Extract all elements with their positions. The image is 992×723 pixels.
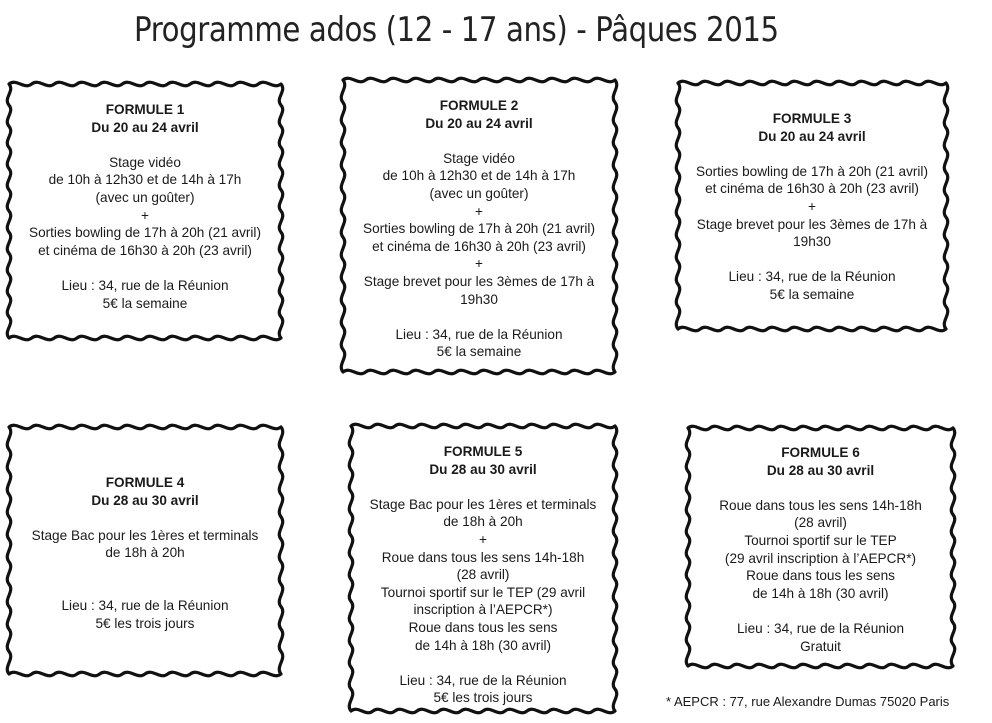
card-text-line: Stage brevet pour les 3èmes de 17h à [363,273,595,289]
card-text-line: + [475,256,483,272]
card-text-line [9,136,281,154]
card-text-line [351,478,615,496]
card-text-line [9,259,281,277]
card-text-line: 5€ la semaine [436,344,522,360]
card-text-line: 19h30 [793,234,831,250]
card-heading-line: Du 28 au 30 avril [766,462,875,478]
card-text-line: de 14h à 18h (30 avril) [414,637,552,653]
page-title: Programme ados (12 - 17 ans) - Pâques 2015 [134,10,779,50]
formule-card-4 [9,427,281,674]
card-text-line: Sorties bowling de 17h à 20h (21 avril) [363,221,595,237]
card-content [688,444,953,655]
card-text-line: et cinéma de 16h30 à 20h (23 avril) [372,238,586,254]
card-text-line: Roue dans tous les sens [746,568,895,584]
card-text-line: et cinéma de 16h30 à 20h (23 avril) [38,242,252,258]
card-text-line: Lieu : 34, rue de la Réunion [399,672,567,688]
formule-card-3 [678,83,946,329]
card-text-line: Roue dans tous les sens 14h-18h [381,549,585,565]
card-text-line: + [141,207,149,223]
formule-card-2 [343,80,615,372]
card-text-line: (28 avril) [794,515,847,531]
formule-card-6 [688,428,953,666]
card-text-line: Lieu : 34, rue de la Réunion [395,326,563,342]
card-heading-line: Du 28 au 30 avril [91,492,199,508]
card-heading-line: FORMULE 4 [105,475,185,490]
card-text-line: Stage brevet pour les 3èmes de 17h à [696,216,928,232]
card-content [351,443,615,707]
card-text-line: Lieu : 34, rue de la Réunion [61,598,229,614]
card-text-line: de 10h à 12h30 et de 14h à 17h [382,168,576,184]
card-text-line [9,580,281,598]
card-text-line: Roue dans tous les sens 14h-18h [719,497,922,513]
card-content [9,474,281,632]
card-content [343,97,615,361]
card-text-line: 5€ les trois jours [433,690,533,706]
card-content [9,101,281,312]
card-text-line [688,602,953,620]
card-text-line: Lieu : 34, rue de la Réunion [728,269,896,285]
card-text-line [688,479,953,497]
card-text-line: + [479,531,487,547]
card-text-line: 5€ la semaine [769,286,855,302]
card-text-line: Sorties bowling de 17h à 20h (21 avril) [696,163,928,179]
card-text-line: Tournoi sportif sur le TEP [744,532,897,548]
card-text-line: (28 avril) [456,567,510,583]
card-text-line: Stage Bac pour les 1ères et terminals [31,527,259,543]
card-text-line: Roue dans tous les sens [408,619,558,635]
card-text-line [9,509,281,527]
card-heading-line: FORMULE 5 [443,444,523,459]
card-heading-line: FORMULE 6 [781,445,860,460]
card-heading-line: FORMULE 2 [439,98,519,113]
card-text-line: 19h30 [460,291,498,307]
card-text-line [351,654,615,672]
card-text-line: de 10h à 12h30 et de 14h à 17h [48,172,242,188]
formule-card-5 [351,426,615,711]
card-text-line [343,132,615,150]
card-heading-line: FORMULE 1 [105,102,185,117]
card-text-line: Stage vidéo [443,150,515,166]
card-text-line: + [475,203,483,219]
card-content [678,110,946,304]
card-text-line [343,308,615,326]
card-text-line: Gratuit [800,638,841,654]
card-text-line: Sorties bowling de 17h à 20h (21 avril) [29,225,261,241]
card-text-line: de 14h à 18h (30 avril) [752,585,889,601]
card-text-line: (29 avril inscription à l’AEPCR*) [724,550,917,566]
card-text-line: Tournoi sportif sur le TEP (29 avril [380,584,586,600]
card-text-line: de 18h à 20h [443,514,523,530]
card-text-line: Lieu : 34, rue de la Réunion [61,277,229,293]
footnote: * AEPCR : 77, rue Alexandre Dumas 75020 Paris [666,694,950,709]
card-text-line: de 18h à 20h [105,545,185,561]
card-text-line: Lieu : 34, rue de la Réunion [736,620,905,636]
card-heading-line: FORMULE 3 [772,111,852,126]
card-text-line [678,251,946,269]
card-text-line: (avec un goûter) [429,185,529,201]
card-heading-line: Du 20 au 24 avril [425,115,533,131]
card-heading-line: Du 28 au 30 avril [429,461,537,477]
card-text-line: 5€ les trois jours [95,615,195,631]
card-text-line: 5€ la semaine [102,295,188,311]
card-text-line: + [808,198,816,214]
card-text-line [9,562,281,580]
card-text-line [678,145,946,163]
card-text-line: et cinéma de 16h30 à 20h (23 avril) [705,181,919,197]
formule-card-1 [9,84,281,338]
card-heading-line: Du 20 au 24 avril [758,128,866,144]
card-text-line: Stage Bac pour les 1ères et terminals [369,496,597,512]
card-text-line: Stage vidéo [109,154,181,170]
card-text-line: inscription à l’AEPCR*) [413,602,553,618]
card-heading-line: Du 20 au 24 avril [91,119,199,135]
card-text-line: (avec un goûter) [95,189,195,205]
